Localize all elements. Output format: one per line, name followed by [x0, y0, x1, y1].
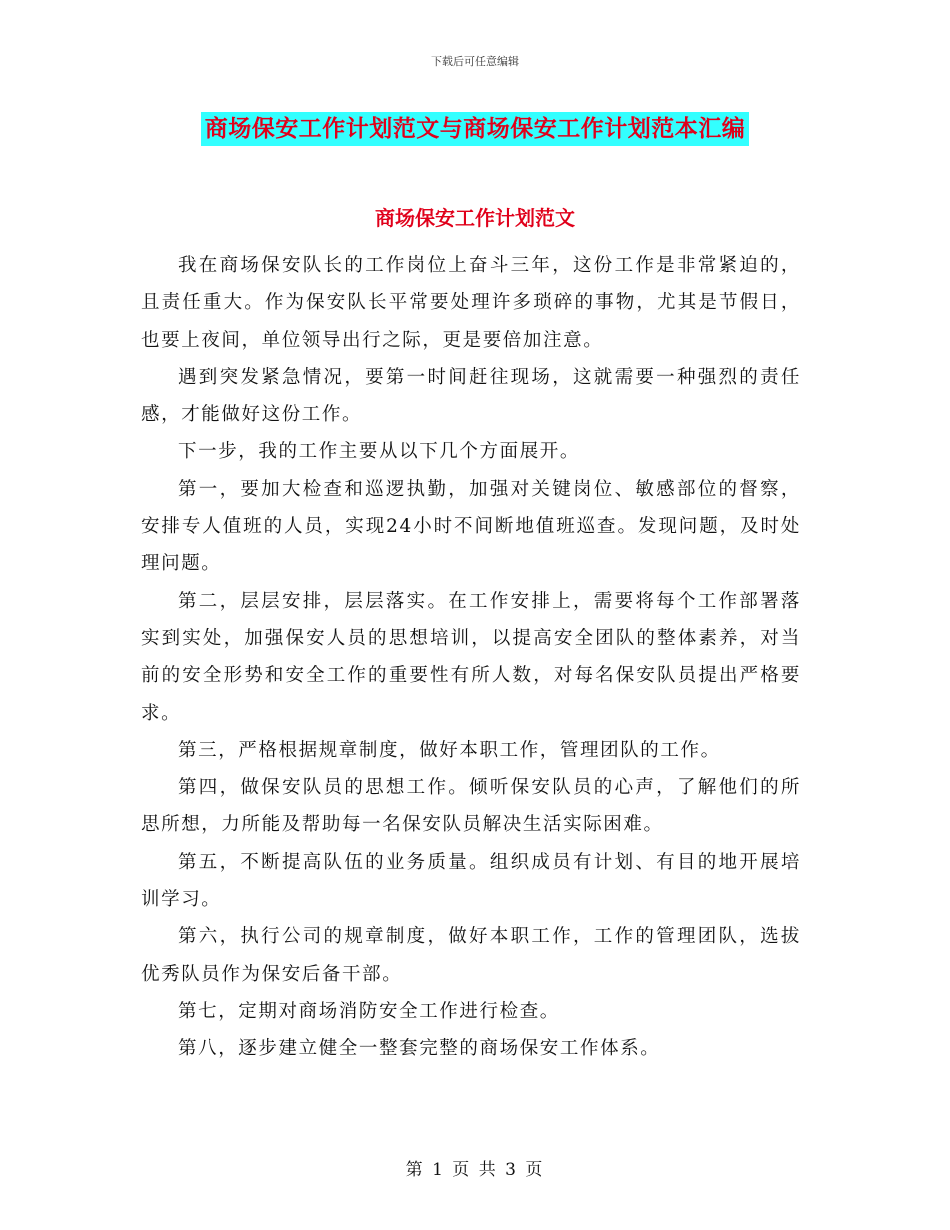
paragraph: 第六，执行公司的规章制度，做好本职工作，工作的管理团队，选拔优秀队员作为保安后备干部。	[141, 926, 801, 985]
document-title: 商场保安工作计划范文与商场保安工作计划范本汇编	[201, 112, 750, 146]
paragraph: 第一，要加大检查和巡逻执勤，加强对关键岗位、敏感部位的督察，安排专人值班的人员，实现24小时不间断地值班巡查。发现问题，及时处理问题。	[141, 478, 801, 575]
document-body	[141, 247, 801, 1068]
paragraph: 第四，做保安队员的思想工作。倾听保安队员的心声，了解他们的所思所想，力所能及帮助每一名保安队员解决生活实际困难。	[141, 777, 801, 836]
document-title-container	[0, 112, 950, 146]
page-number-footer: 第 1 页 共 3 页	[405, 1160, 545, 1180]
paragraph: 第五，不断提高队伍的业务质量。组织成员有计划、有目的地开展培训学习。	[141, 851, 801, 911]
paragraph: 第八，逐步建立健全一整套完整的商场保安工作体系。	[178, 1038, 661, 1060]
paragraph: 第三，严格根据规章制度，做好本职工作，管理团队的工作。	[178, 739, 721, 761]
paragraph: 下一步，我的工作主要从以下几个方面展开。	[178, 441, 581, 463]
header-note: 下载后可任意编辑	[431, 55, 519, 68]
section-title: 商场保安工作计划范文	[375, 206, 575, 230]
paragraph: 遇到突发紧急情况，要第一时间赶往现场，这就需要一种强烈的责任感，才能做好这份工作。	[141, 366, 801, 426]
paragraph: 我在商场保安队长的工作岗位上奋斗三年，这份工作是非常紧迫的，且责任重大。作为保安队长平常要处理许多琐碎的事物，尤其是节假日，也要上夜间，单位领导出行之际，更是要倍加注意。	[141, 255, 801, 351]
paragraph: 第二，层层安排，层层落实。在工作安排上，需要将每个工作部署落实到实处，加强保安人员的思想培训，以提高安全团队的整体素养，对当前的安全形势和安全工作的重要性有所人数，对每名保安队员提出严格要求。	[141, 590, 801, 724]
paragraph: 第七，定期对商场消防安全工作进行检查。	[178, 1000, 560, 1022]
